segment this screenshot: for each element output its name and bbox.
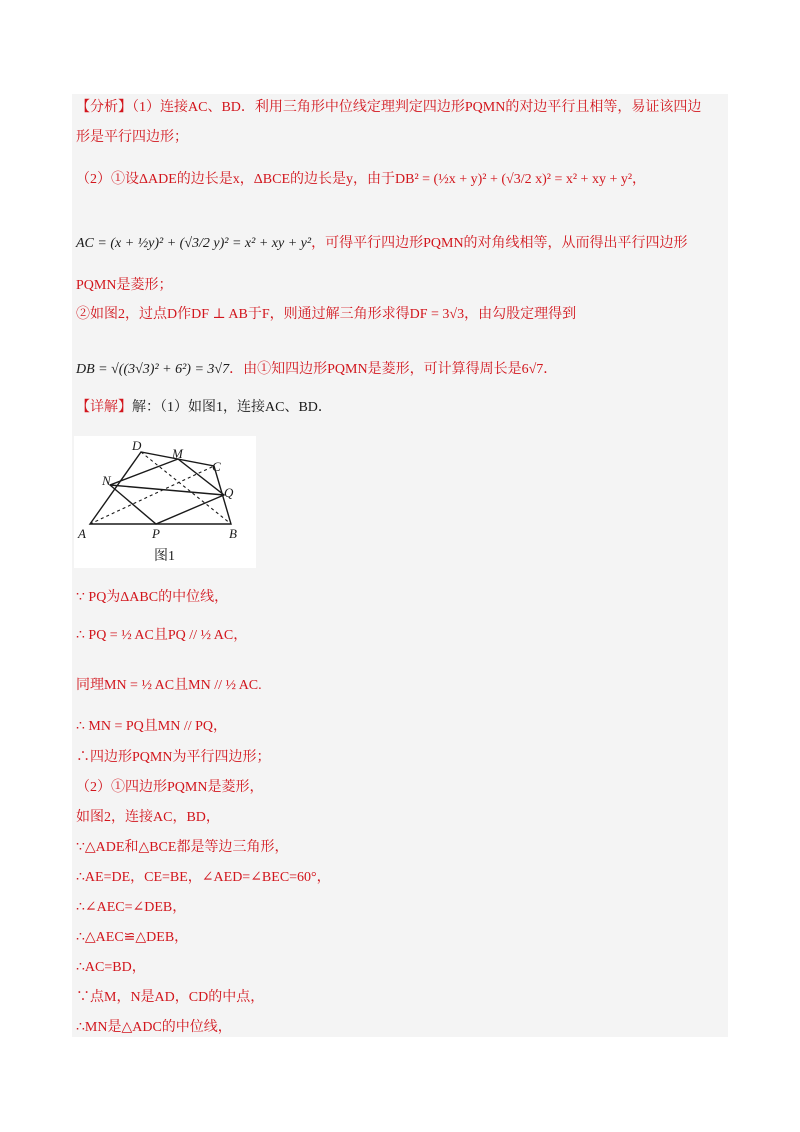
step-6: （2）①四边形PQMN是菱形， — [76, 780, 264, 795]
step-7: 如图2，连接AC，BD， — [76, 810, 220, 825]
figure-1 — [74, 436, 256, 568]
step-14: ∴MN是△ADC的中位线， — [76, 1020, 232, 1035]
segment-nq — [110, 485, 224, 495]
figure-1-diagram — [74, 436, 256, 568]
db-formula: DB = √((3√3)² + 6²) = 3√7 — [76, 362, 230, 377]
analysis-part2-line1: （2）①设ΔADE的边长是x，ΔBCE的边长是y，由于DB² = (½x + y)² + (√3/2 x)² = x² + xy + y²， — [76, 172, 647, 187]
solution-label: 【详解】 — [76, 400, 132, 415]
ac-formula: AC = (x + ½y)² + (√3/2 y)² = x² + xy + y² — [76, 236, 312, 251]
step-12: ∴AC=BD， — [76, 960, 146, 975]
step-1: ∵ PQ为ΔABC的中位线， — [76, 590, 229, 605]
parallelogram-pqmn — [110, 459, 224, 524]
point-m: M — [172, 446, 183, 461]
point-n: N — [102, 473, 111, 488]
figure-caption: 图1 — [154, 549, 175, 564]
step-9: ∴AE=DE，CE=BE，∠AED=∠BEC=60°， — [76, 870, 331, 885]
point-c: C — [212, 459, 221, 474]
analysis-part1-line2: 形是平行四边形； — [76, 130, 188, 145]
analysis-part3-line2-text: ．由①知四边形PQMN是菱形，可计算得周长是6√7． — [229, 362, 558, 377]
analysis-part2-line3: PQMN是菱形； — [76, 278, 173, 293]
step-2: ∴ PQ = ½ AC且PQ // ½ AC， — [76, 628, 248, 643]
point-b: B — [229, 526, 237, 541]
step-8: ∵△ADE和△BCE都是等边三角形， — [76, 840, 289, 855]
analysis-part2-line2 — [76, 234, 688, 254]
step-3: 同理MN = ½ AC且MN // ½ AC. — [76, 678, 262, 693]
point-a: A — [78, 526, 86, 541]
step-4: ∴ MN = PQ且MN // PQ， — [76, 719, 227, 734]
analysis-label: 【分析】 — [76, 100, 132, 115]
step-10: ∴∠AEC=∠DEB， — [76, 900, 187, 915]
point-d: D — [132, 438, 142, 453]
analysis-part3-line1: ②如图2，过点D作DF ⊥ AB于F，则通过解三角形求得DF = 3√3，由勾股定理得到 — [76, 307, 577, 322]
analysis-part3-line2 — [76, 360, 557, 380]
solution-header — [76, 398, 332, 418]
step-11: ∴△AEC≌△DEB， — [76, 930, 189, 945]
analysis-part2-line2-text: ，可得平行四边形PQMN的对角线相等，从而得出平行四边形 — [311, 236, 688, 251]
step-5: ∴四边形PQMN为平行四边形； — [76, 750, 271, 765]
analysis-line-1 — [76, 98, 701, 118]
point-q: Q — [224, 485, 234, 500]
step-13: ∵点M，N是AD，CD的中点， — [76, 990, 265, 1005]
point-p: P — [152, 526, 160, 541]
quad-abcd — [90, 452, 231, 524]
analysis-part1-line1: （1）连接AC、BD．利用三角形中位线定理判定四边形PQMN的对边平行且相等，易证该四边 — [132, 100, 702, 115]
solution-intro: 解：（1）如图1，连接AC、BD． — [132, 400, 332, 415]
